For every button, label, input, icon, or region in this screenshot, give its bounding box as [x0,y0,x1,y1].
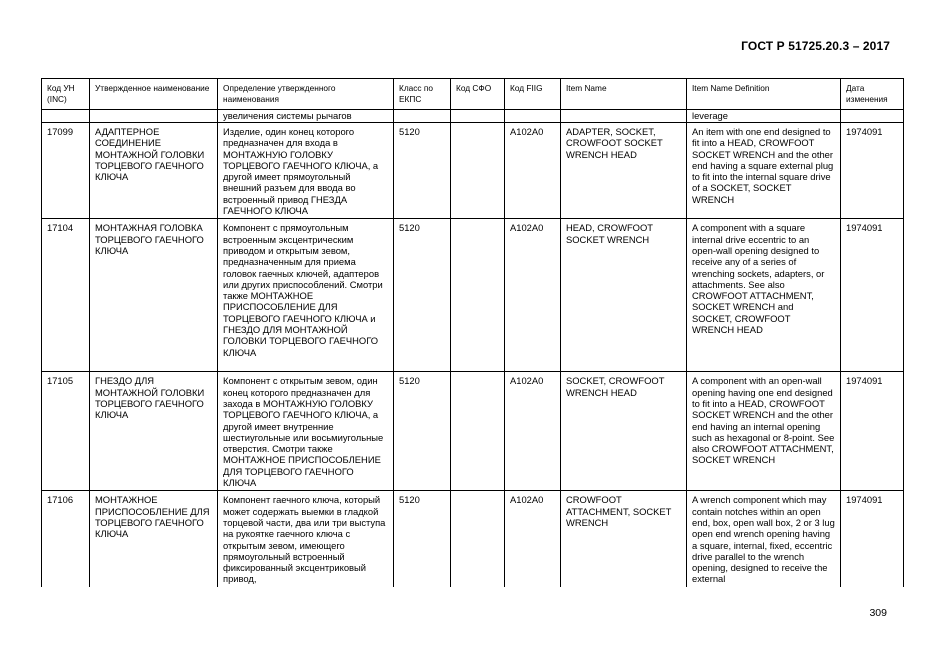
cell-inc: 17106 [42,491,90,587]
document-header: ГОСТ Р 51725.20.3 – 2017 [741,39,890,53]
cell-definition: Компонент гаечного ключа, который может содержать выемки в гладкой торцевой части, два или три выступа на рукоятке гаечного ключа с открытым зевом, имеющего прямоугольный встроенный фиксированный эксцентриковый привод, [218,491,394,587]
col-header-item-definition: Item Name Definition [687,79,841,110]
col-header-date: Дата изменения [841,79,904,110]
cell-sfo [451,219,505,372]
cell-inc: 17105 [42,372,90,491]
cell-definition: Компонент с открытым зевом, один конец которого предназначен для захода в МОНТАЖНУЮ ГОЛОВКУ ТОРЦЕВОГО ГАЕЧНОГО КЛЮЧА, а другой имеет внутренние шестиугольные или восьмиугольные отверстия. Смотри также МОНТАЖНОЕ ПРИСПОСОБЛЕНИЕ ДЛЯ ТОРЦЕВОГО ГАЕЧНОГО КЛЮЧА [218,372,394,491]
cell-fiig: A102A0 [505,491,561,587]
cell-name: МОНТАЖНАЯ ГОЛОВКА ТОРЦЕВОГО ГАЕЧНОГО КЛЮЧА [90,219,218,372]
col-header-fiig: Код FIIG [505,79,561,110]
table-row [42,491,904,587]
page-number: 309 [869,607,887,619]
cell-item-definition: A component with a square internal drive eccentric to an open-wall opening designed to receive any of a series of wrenching sockets, adapters, or attachments. See also CROWFOOT ATTACHMENT, SOCKET WRENCH and SOCKET, CROWFOOT WRENCH HEAD [687,219,841,372]
cell-name: АДАПТЕРНОЕ СОЕДИНЕНИЕ МОНТАЖНОЙ ГОЛОВКИ ТОРЦЕВОГО ГАЕЧНОГО КЛЮЧА [90,123,218,219]
cell-definition: Изделие, один конец которого предназначен для входа в МОНТАЖНУЮ ГОЛОВКУ ТОРЦЕВОГО ГАЕЧНОГО КЛЮЧА, а другой имеет прямоугольный внешний разъем для ввода во встроенный привод ГНЕЗДА ГАЕЧНОГО КЛЮЧА [218,123,394,219]
cell-fiig [505,110,561,123]
cell-name: ГНЕЗДО ДЛЯ МОНТАЖНОЙ ГОЛОВКИ ТОРЦЕВОГО ГАЕЧНОГО КЛЮЧА [90,372,218,491]
cell-inc [42,110,90,123]
cell-name [90,110,218,123]
table-row [42,123,904,219]
col-header-class: Класс по ЕКПС [394,79,451,110]
col-header-inc: Код УН (INC) [42,79,90,110]
cell-fiig: A102A0 [505,372,561,491]
nomenclature-table [41,78,904,587]
cell-item-definition: An item with one end designed to fit into a HEAD, CROWFOOT SOCKET WRENCH and the other end having a square external plug to fit into the internal square drive of a SOCKET, SOCKET WRENCH [687,123,841,219]
cell-sfo [451,123,505,219]
cell-item-name: ADAPTER, SOCKET, CROWFOOT SOCKET WRENCH HEAD [561,123,687,219]
table-header-row [42,79,904,110]
cell-date: 1974091 [841,219,904,372]
cell-inc: 17104 [42,219,90,372]
cell-fiig: A102A0 [505,219,561,372]
col-header-definition: Определение утвержденного наименования [218,79,394,110]
col-header-name: Утвержденное наименование [90,79,218,110]
cell-date [841,110,904,123]
cell-class: 5120 [394,219,451,372]
cell-date: 1974091 [841,491,904,587]
cell-item-definition: A wrench component which may contain notches within an open end, box, open wall box, 2 or 3 lug open end wrench opening having a square, internal, fixed, eccentric drive parallel to the wrench opening, designed to receive the external [687,491,841,587]
cell-fiig: A102A0 [505,123,561,219]
cell-item-name: SOCKET, CROWFOOT WRENCH HEAD [561,372,687,491]
table-row [42,219,904,372]
cell-inc: 17099 [42,123,90,219]
cell-sfo [451,372,505,491]
cell-class [394,110,451,123]
cell-item-name: HEAD, CROWFOOT SOCKET WRENCH [561,219,687,372]
cell-item-name: CROWFOOT ATTACHMENT, SOCKET WRENCH [561,491,687,587]
table-row-continuation [42,110,904,123]
cell-definition: Компонент с прямоугольным встроенным эксцентрическим приводом и открытым зевом, предназначенным для приема головок гаечных ключей, адаптеров или других приспособлений. Смотри также МОНТАЖНОЕ ПРИСПОСОБЛЕНИЕ ДЛЯ ТОРЦЕВОГО ГАЕЧНОГО КЛЮЧА и ГНЕЗДО ДЛЯ МОНТАЖНОЙ ГОЛОВКИ ТОРЦЕВОГО ГАЕЧНОГО КЛЮЧА [218,219,394,372]
cell-item-definition: leverage [687,110,841,123]
cell-class: 5120 [394,123,451,219]
col-header-item-name: Item Name [561,79,687,110]
table-row [42,372,904,491]
cell-definition: увеличения системы рычагов [218,110,394,123]
cell-sfo [451,491,505,587]
cell-name: МОНТАЖНОЕ ПРИСПОСОБЛЕНИЕ ДЛЯ ТОРЦЕВОГО ГАЕЧНОГО КЛЮЧА [90,491,218,587]
cell-sfo [451,110,505,123]
cell-item-definition: A component with an open-wall opening having one end designed to fit into a HEAD, CROWFOOT SOCKET WRENCH and the other end having an internal opening such as hexagonal or 8-point. See also CROWFOOT ATTACHMENT, SOCKET WRENCH [687,372,841,491]
cell-date: 1974091 [841,372,904,491]
cell-item-name [561,110,687,123]
cell-class: 5120 [394,372,451,491]
cell-class: 5120 [394,491,451,587]
col-header-sfo: Код СФО [451,79,505,110]
cell-date: 1974091 [841,123,904,219]
